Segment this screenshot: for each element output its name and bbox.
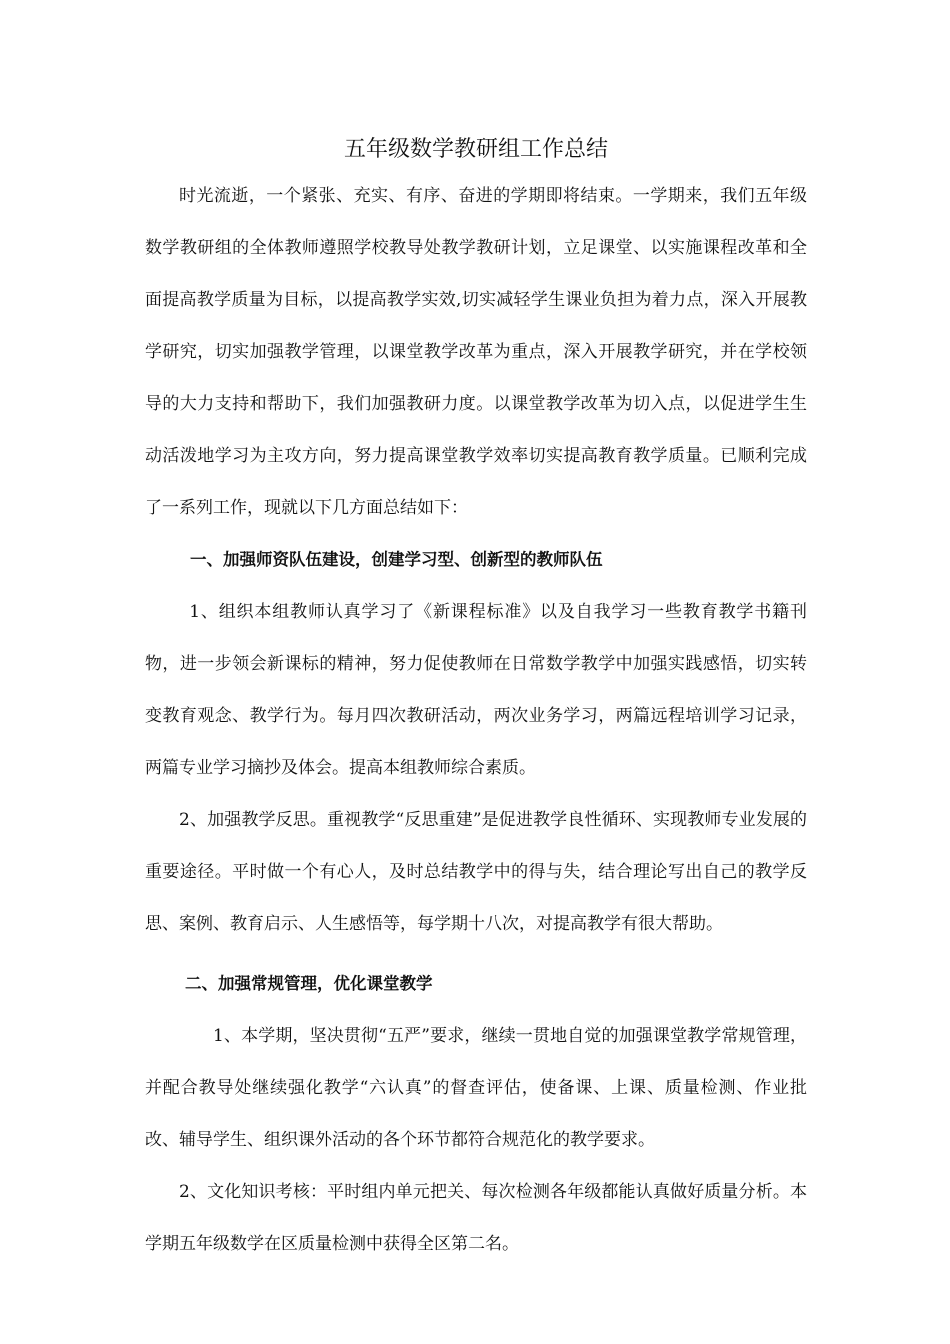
intro-paragraph: 时光流逝，一个紧张、充实、有序、奋进的学期即将结束。一学期来，我们五年级数学教研组的全体教师遵照学校教导处教学教研计划，立足课堂、以实施课程改革和全面提高教学质量为目标，以提高教学实效,切实减轻学生课业负担为着力点，深入开展教学研究，切实加强教学管理，以课堂教学改革为重点，深入开展教学研究，并在学校领导的大力支持和帮助下，我们加强教研力度。以课堂教学改革为切入点，以促进学生生动活泼地学习为主攻方向，努力提高课堂教学效率切实提高教育教学质量。已顺利完成了一系列工作，现就以下几方面总结如下： <box>145 186 807 518</box>
document-body <box>145 130 807 1270</box>
section-2-heading: 二、加强常规管理，优化课堂教学 <box>185 974 433 993</box>
section-1-heading: 一、加强师资队伍建设，创建学习型、创新型的教师队伍 <box>190 550 603 569</box>
section-1 <box>145 534 807 950</box>
section-2-paragraph-2: 2、文化知识考核：平时组内单元把关、每次检测各年级都能认真做好质量分析。本学期五年级数学在区质量检测中获得全区第二名。 <box>145 1182 807 1254</box>
section-2-paragraph-1: 1、本学期，坚决贯彻“五严”要求，继续一贯地自觉的加强课堂教学常规管理，并配合教导处继续强化教学“六认真”的督查评估，使备课、上课、质量检测、作业批改、辅导学生、组织课外活动的各个环节都符合规范化的教学要求。 <box>145 1026 807 1150</box>
section-1-paragraph-1: 1、组织本组教师认真学习了《新课程标准》以及自我学习一些教育教学书籍刊物，进一步领会新课标的精神，努力促使教师在日常数学教学中加强实践感悟，切实转变教育观念、教学行为。每月四次教研活动，两次业务学习，两篇远程培训学习记录，两篇专业学习摘抄及体会。提高本组教师综合素质。 <box>145 602 807 778</box>
section-2 <box>145 958 807 1270</box>
document-title: 五年级数学教研组工作总结 <box>343 137 608 162</box>
section-1-paragraph-2: 2、加强教学反思。重视教学“反思重建”是促进教学良性循环、实现教师专业发展的重要途径。平时做一个有心人，及时总结教学中的得与失，结合理论写出自己的教学反思、案例、教育启示、人生感悟等，每学期十八次，对提高教学有很大帮助。 <box>145 810 807 934</box>
